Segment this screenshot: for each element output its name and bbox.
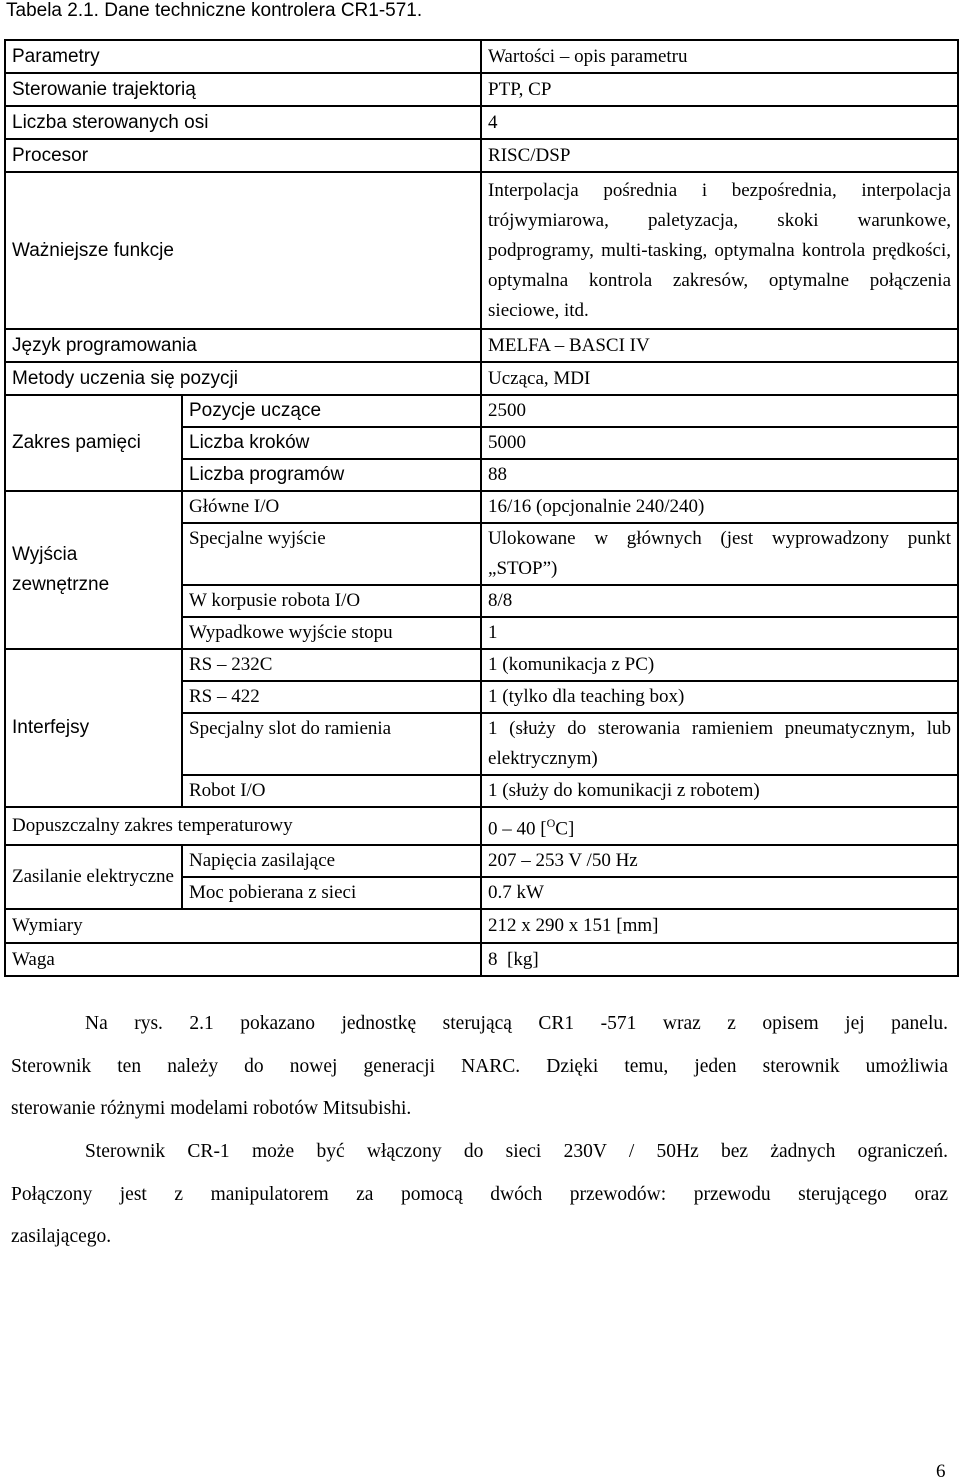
header-value-cell: Wartości – opis parametru <box>481 40 958 73</box>
row-value: 4 <box>481 106 958 139</box>
row-value <box>481 807 958 845</box>
table-row <box>5 909 958 943</box>
row-value: 212 x 290 x 151 [mm] <box>481 909 958 943</box>
row-value: 1 (komunikacja z PC) <box>481 649 958 681</box>
row-label: Procesor <box>5 139 481 172</box>
row-label: Język programowania <box>5 329 481 362</box>
table-row <box>5 395 958 427</box>
group-label: Interfejsy <box>5 649 182 807</box>
row-value: RISC/DSP <box>481 139 958 172</box>
row-label: RS – 232C <box>182 649 481 681</box>
row-label: W korpusie robota I/O <box>182 585 481 617</box>
group-label: Zakres pamięci <box>5 395 182 491</box>
paragraph-line: Na rys. 2.1 pokazano jednostkę sterującą CR1 -571 wraz z opisem jej panelu. <box>85 1013 948 1034</box>
row-value: 2500 <box>481 395 958 427</box>
group-label: Wyjścia zewnętrzne <box>5 491 182 649</box>
row-label: Liczba programów <box>182 459 481 491</box>
row-value: 1 (służy do sterowania ramieniem pneumatycznym, lub elektrycznym) <box>481 713 958 775</box>
row-value: 8/8 <box>481 585 958 617</box>
row-label: Waga <box>5 943 481 976</box>
table-row <box>5 139 958 172</box>
temp-unit: C] <box>555 818 575 840</box>
row-value: 5000 <box>481 427 958 459</box>
table-row <box>5 329 958 362</box>
row-value: 1 (tylko dla teaching box) <box>481 681 958 713</box>
paragraph-line: Połączony jest z manipulatorem za pomocą dwóch przewodów: przewodu sterującego oraz <box>11 1183 948 1205</box>
spec-table <box>4 39 959 977</box>
temp-range: 0 – 40 [ <box>488 818 547 840</box>
row-label: Dopuszczalny zakres temperaturowy <box>5 807 481 845</box>
row-value: 8 [kg] <box>481 943 958 976</box>
row-label: Ważniejsze funkcje <box>5 172 481 329</box>
paragraph-line: Sterownik CR-1 może być włączony do sieci 230V / 50Hz bez żadnych ograniczeń. <box>85 1141 948 1162</box>
row-label: Metody uczenia się pozycji <box>5 362 481 395</box>
paragraph-line: Sterownik ten należy do nowej generacji NARC. Dzięki temu, jeden sterownik umożliwia <box>11 1055 948 1077</box>
row-label: Specjalne wyjście <box>182 523 481 585</box>
row-label: RS – 422 <box>182 681 481 713</box>
row-label: Liczba kroków <box>182 427 481 459</box>
row-value: 1 (służy do komunikacji z robotem) <box>481 775 958 807</box>
row-label: Sterowanie trajektorią <box>5 73 481 106</box>
table-row <box>5 362 958 395</box>
row-label: Główne I/O <box>182 491 481 523</box>
table-row <box>5 172 958 329</box>
body-paragraph-1 <box>11 1003 948 1131</box>
row-label: Napięcia zasilające <box>182 845 481 877</box>
table-row <box>5 73 958 106</box>
row-value: 0.7 kW <box>481 877 958 909</box>
row-label: Wypadkowe wyjście stopu <box>182 617 481 649</box>
row-value: Interpolacja pośrednia i bezpośrednia, interpolacja trójwymiarowa, paletyzacja, skoki warunkowe, podprogramy, multi-tasking, optymalna kontrola prędkości, optymalna kontrola zakresów, optymalne połączenia sieciowe, itd. <box>481 172 958 329</box>
row-value: 88 <box>481 459 958 491</box>
row-value: MELFA – BASCI IV <box>481 329 958 362</box>
group-label: Zasilanie elektryczne <box>5 845 182 909</box>
paragraph-line: zasilającego. <box>11 1226 112 1247</box>
row-value: 1 <box>481 617 958 649</box>
row-value: Ulokowane w głównych (jest wyprowadzony punkt „STOP”) <box>481 523 958 585</box>
header-param-cell: Parametry <box>5 40 481 73</box>
row-label: Specjalny slot do ramienia <box>182 713 481 775</box>
table-row <box>5 807 958 845</box>
body-paragraph-2 <box>11 1131 948 1259</box>
page-number: 6 <box>936 1461 946 1482</box>
paragraph-line: sterowanie różnymi modelami robotów Mitsubishi. <box>11 1098 412 1119</box>
row-value: 16/16 (opcjonalnie 240/240) <box>481 491 958 523</box>
row-label: Liczba sterowanych osi <box>5 106 481 139</box>
table-caption: Tabela 2.1. Dane techniczne kontrolera CR1-571. <box>6 0 423 21</box>
table-row <box>5 943 958 976</box>
table-row <box>5 40 958 73</box>
row-value: PTP, CP <box>481 73 958 106</box>
table-row <box>5 649 958 681</box>
row-label: Moc pobierana z sieci <box>182 877 481 909</box>
table-row <box>5 106 958 139</box>
row-value: Ucząca, MDI <box>481 362 958 395</box>
table-row <box>5 491 958 523</box>
row-label: Pozycje uczące <box>182 395 481 427</box>
row-value: 207 – 253 V /50 Hz <box>481 845 958 877</box>
temp-degree-sup: O <box>546 816 556 830</box>
table-row <box>5 845 958 877</box>
row-label: Wymiary <box>5 909 481 943</box>
row-label: Robot I/O <box>182 775 481 807</box>
